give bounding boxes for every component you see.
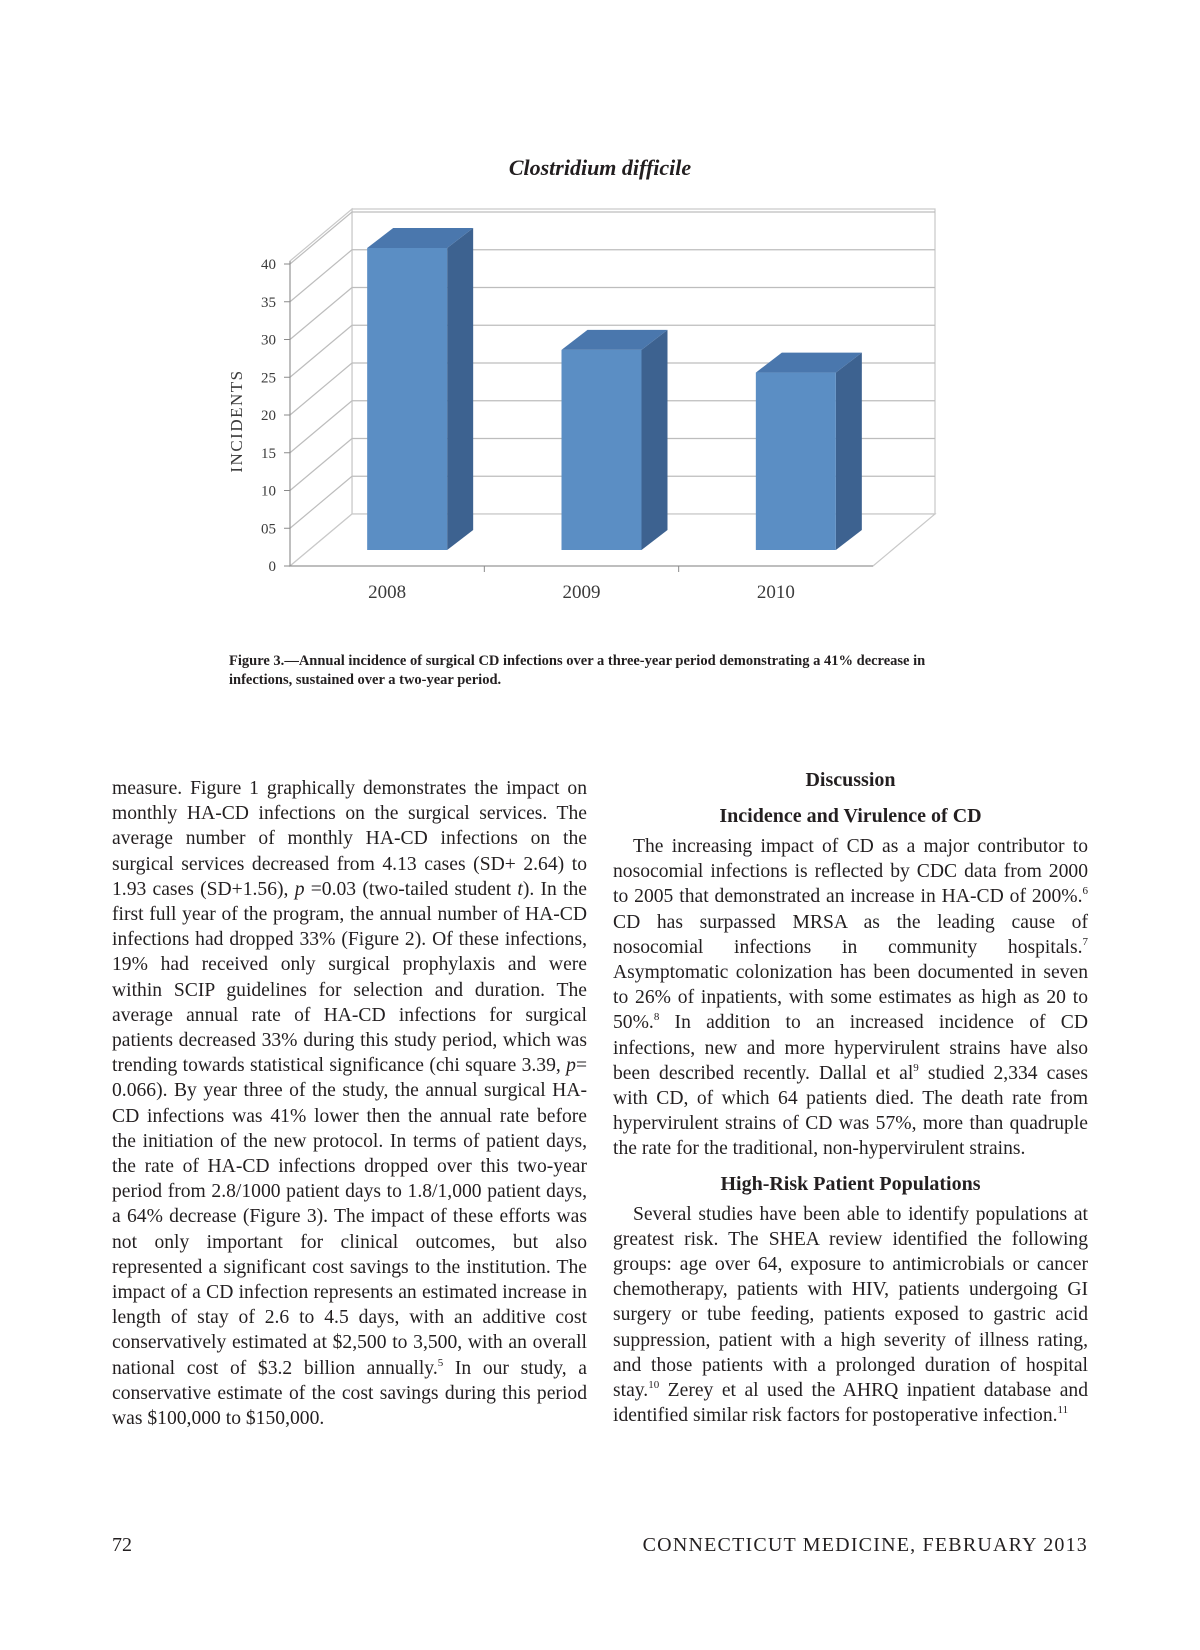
y-tick-label: 20	[261, 408, 276, 424]
left-column	[112, 776, 587, 1431]
bar	[562, 350, 642, 550]
left-paragraph	[112, 776, 587, 1431]
text-run-italic: p	[566, 1055, 576, 1077]
bar-side	[642, 330, 668, 550]
right-paragraph-1	[613, 834, 1088, 1162]
text-run: Asymptomatic colonization has been documented in seven to 26% of inpatients, with some estimates as high as 20 to 50%.	[613, 962, 1088, 1034]
text-run: =0.03 (two-tailed student	[304, 878, 518, 900]
section-heading-discussion: Discussion	[805, 769, 896, 791]
subheading-incidence: Incidence and Virulence of CD	[719, 805, 982, 827]
text-run: studied 2,334 cases with CD, of which 64 patients died. The death rate from hypervirulent strains of CD was 57%, more than quadruple the rate for the traditional, non-hypervirulent strains.	[613, 1062, 1088, 1160]
citation-superscript: 7	[1082, 935, 1088, 948]
right-paragraph-2	[613, 1202, 1088, 1429]
y-tick-label: 25	[261, 370, 276, 387]
y-axis-title: INCIDENTS	[227, 369, 246, 473]
bar-side	[836, 353, 862, 550]
text-run: Zerey et al used the AHRQ inpatient database and identified similar risk factors for postoperative infection.	[613, 1380, 1088, 1427]
text-run: ). In the first full year of the program, the annual number of HA-CD infections had dropped 33% (Figure 2). Of these infections, 19% had received only surgical prophylaxis and were within SCIP guidelines for selection and duration. The average annual rate of HA-CD infections for surgical patients decreased 33% during this study period, which was trending towards statistical significance (chi square 3.39,	[112, 878, 587, 1077]
y-tick-label: 35	[261, 294, 276, 311]
citation-superscript: 9	[913, 1061, 919, 1074]
caption-label: Figure 3.	[229, 653, 285, 669]
bar-chart	[0, 0, 1200, 640]
citation-superscript: 10	[648, 1379, 660, 1392]
citation-superscript: 5	[437, 1356, 444, 1369]
side-wall	[290, 209, 352, 566]
x-tick-label: 2010	[756, 582, 795, 603]
text-run: CD has surpassed MRSA as the leading cause of nosocomial infections in community hospitals.	[613, 911, 1088, 958]
text-run: In addition to an increased incidence of CD infections, new and more hypervirulent strains have also been described recently. Dallal et al	[613, 1012, 1088, 1084]
text-run: In our study, a conservative estimate of the cost savings during this period was $100,000 to $150,000.	[112, 1357, 587, 1430]
text-run-italic: p	[294, 878, 305, 900]
x-tick-label: 2008	[368, 582, 407, 603]
y-tick-label: 30	[261, 332, 276, 349]
figure-caption	[229, 652, 949, 690]
caption-text: —Annual incidence of surgical CD infections over a three-year period demonstrating a 41% decrease in infections, sustained over a two-year period.	[229, 653, 926, 688]
text-run: Several studies have been able to identify populations at greatest risk. The SHEA review identified the following groups: age over 64, exposure to antimicrobials or cancer chemotherapy, patients with HIV, patients undergoing GI surgery or tube feeding, patients exposed to gastric acid suppression, patient with a high severity of illness rating, and those patients with a prolonged duration of hospital stay.	[613, 1203, 1088, 1402]
subheading-high-risk: High-Risk Patient Populations	[720, 1172, 981, 1195]
bar	[756, 373, 836, 550]
bar-side	[447, 228, 473, 550]
chart-title: Clostridium difficile	[508, 155, 692, 180]
text-run: = 0.066). By year three of the study, the annual surgical HA-CD infections was 41% lower then the annual rate before the initiation of the new protocol. In terms of patient days, the rate of HA-CD infections dropped over this two-year period from 2.8/1000 patient days to 1.8/1,000 patient days, a 64% decrease (Figure 3). The impact of these efforts was not only important for clinical outcomes, but also represented a significant cost savings to the institution. The impact of a CD infection represents an estimated increase in length of stay of 2.6 to 4.5 days, with an additive cost conservatively estimated at $2,500 to 3,500, with an overall national cost of $3.2 billion annually.	[112, 1055, 587, 1379]
citation-superscript: 8	[653, 1011, 660, 1024]
text-run: The increasing impact of CD as a major contributor to nosocomial infections is reflected by CDC data from 2000 to 2005 that demonstrated an increase in HA-CD of 200%.	[613, 836, 1088, 908]
y-tick-label: 40	[261, 257, 276, 273]
right-column	[613, 769, 1088, 1428]
journal-footer: CONNECTICUT MEDICINE, FEBRUARY 2013	[642, 1534, 1088, 1556]
y-tick-label: 15	[261, 445, 276, 462]
y-tick-label: 05	[261, 521, 276, 538]
citation-superscript: 6	[1082, 885, 1088, 898]
text-run-italic: t	[517, 878, 523, 900]
x-tick-label: 2009	[562, 582, 601, 603]
y-tick-label: 10	[261, 483, 276, 500]
citation-superscript: 11	[1057, 1404, 1069, 1417]
bar	[367, 248, 447, 550]
y-tick-label: 0	[268, 559, 276, 575]
text-run: measure. Figure 1 graphically demonstrates the impact on monthly HA-CD infections on the surgical services. The average number of monthly HA-CD infections on the surgical services decreased from 4.13 cases (SD+ 2.64) to 1.93 cases (SD+1.56),	[112, 778, 587, 900]
page-number: 72	[112, 1534, 132, 1556]
